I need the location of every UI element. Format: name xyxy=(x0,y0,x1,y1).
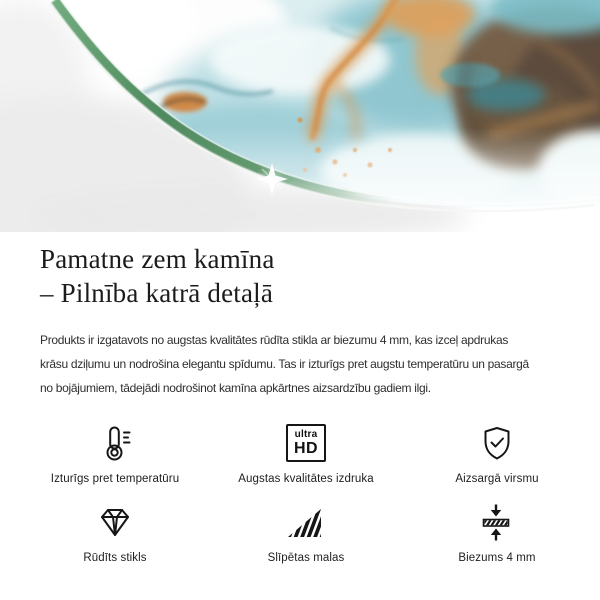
feature-label: Rūdīts stikls xyxy=(83,552,147,565)
ultra-hd-icon xyxy=(190,420,422,466)
ultra-hd-icon-text-top: ultra xyxy=(294,428,318,440)
features-grid xyxy=(40,420,572,564)
feature-item-temperature xyxy=(40,420,190,485)
product-hero-image xyxy=(0,0,600,232)
feature-label: Izturīgs pret temperatūru xyxy=(50,473,180,486)
product-description xyxy=(40,328,572,400)
feature-item-print-quality xyxy=(190,420,422,485)
feature-label: Biezums 4 mm xyxy=(458,552,536,565)
ultra-hd-icon-text-bottom: HD xyxy=(294,439,318,457)
feature-label: Slīpētas malas xyxy=(267,552,345,565)
feature-label: Aizsargā virsmu xyxy=(455,473,539,486)
feature-item-thickness xyxy=(422,499,572,564)
marble-glass-panel-illustration xyxy=(0,0,600,232)
beveled-edges-icon xyxy=(190,499,422,545)
thickness-icon xyxy=(422,499,572,545)
diamond-icon xyxy=(40,499,190,545)
feature-item-tempered-glass xyxy=(40,499,190,564)
page-title-line2: – Pilnība katrā detaļā xyxy=(40,278,274,308)
description-line: no bojājumiem, tādejādi nodrošinot kamīna apkārtnes aizsardzību gadiem ilgi. xyxy=(40,381,431,396)
page-title xyxy=(40,242,572,310)
product-info-section xyxy=(0,232,600,564)
shield-check-icon xyxy=(422,420,572,466)
description-line: Produkts ir izgatavots no augstas kvalitātes rūdīta stikla ar biezumu 4 mm, kas izceļ apdrukas xyxy=(40,333,509,348)
page-title-line1: Pamatne zem kamīna xyxy=(40,244,275,274)
feature-label: Augstas kvalitātes izdruka xyxy=(238,473,374,486)
feature-item-surface-protection xyxy=(422,420,572,485)
description-line: krāsu dziļumu un nodrošina elegantu spīdumu. Tas ir izturīgs pret augstu temperatūru un pasargā xyxy=(40,357,529,372)
feature-item-polished-edges xyxy=(190,499,422,564)
thermometer-icon xyxy=(40,420,190,466)
